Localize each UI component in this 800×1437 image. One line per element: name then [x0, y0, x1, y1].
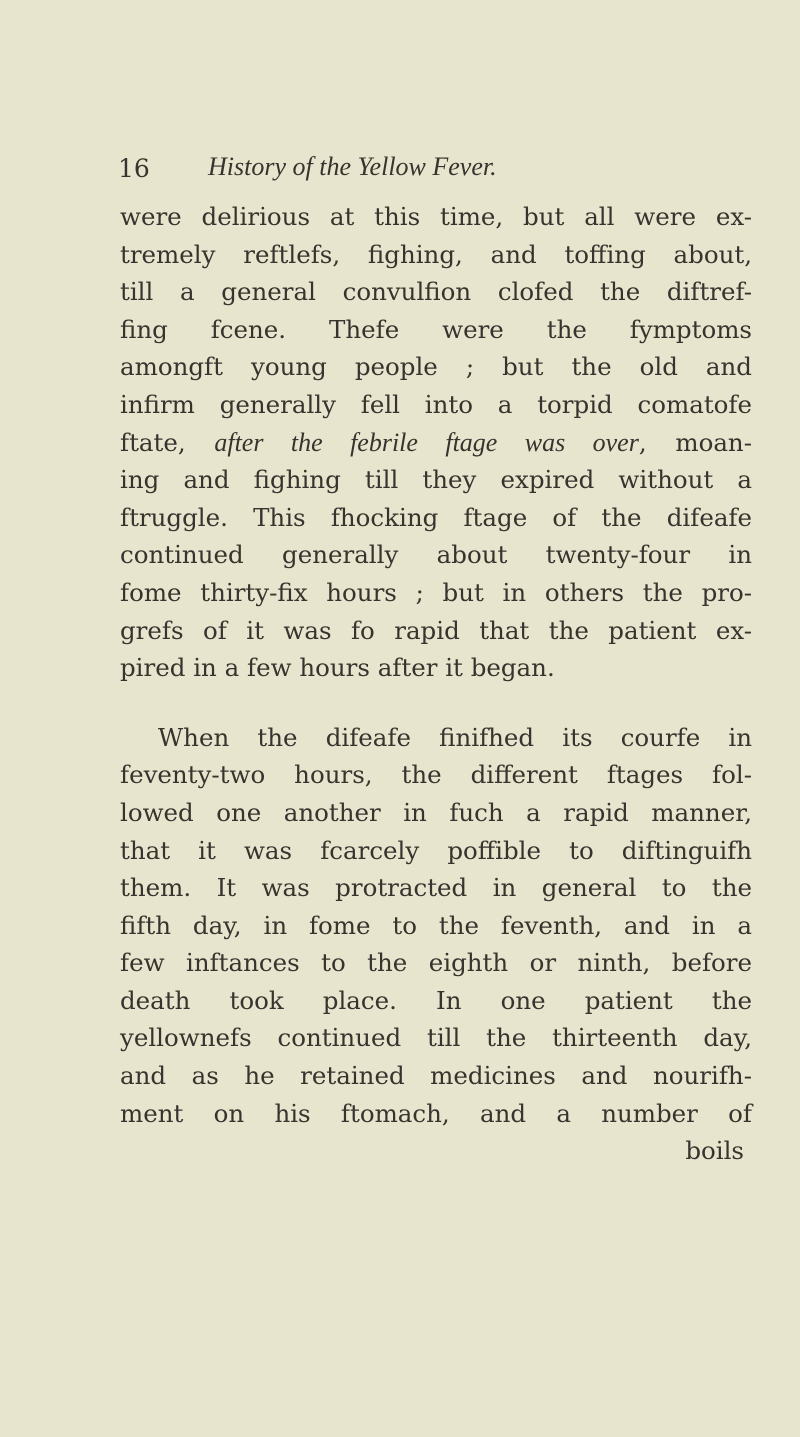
paragraph-2 [120, 719, 752, 1133]
page-body [120, 198, 752, 1170]
text-line: fifth day, in fome to the feventh, and in a [120, 910, 752, 940]
italic-phrase: after the febrile ftage was over [214, 427, 639, 457]
text-line: feventy-two hours, the different ftages fol- [120, 760, 752, 790]
text-line: ment on his ftomach, and a number of [120, 1098, 752, 1128]
page-number: 16 [118, 154, 150, 183]
text-line: amongft young people ; but the old and [120, 352, 752, 382]
text-line: grefs of it was fo rapid that the patient ex- [120, 615, 752, 645]
text-line: that it was fcarcely poffible to diftinguifh [120, 835, 752, 865]
text-line: yellownefs continued till the thirteenth day, [120, 1023, 752, 1053]
text-line: infirm generally fell into a torpid comatofe [120, 389, 752, 419]
text-line: ftate, after the febrile ftage was over, moan- [120, 427, 752, 457]
text-line: till a general convulfion clofed the diftref- [120, 277, 752, 307]
text-line: few inftances to the eighth or ninth, before [120, 948, 752, 978]
text-line: were delirious at this time, but all were ex- [120, 202, 752, 231]
text-line: death took place. In one patient the [120, 985, 752, 1015]
text-line: tremely reftlefs, fighing, and toffing about, [120, 239, 752, 269]
text-line: and as he retained medicines and nourifh- [120, 1061, 752, 1091]
text-line: ftruggle. This fhocking ftage of the difeafe [120, 502, 752, 532]
text-line: them. It was protracted in general to the [120, 873, 752, 903]
text-line: lowed one another in fuch a rapid manner, [120, 797, 752, 827]
page-header [118, 150, 758, 190]
text-line: When the difeafe finifhed its courfe in [158, 722, 752, 752]
running-title: History of the Yellow Fever. [208, 152, 497, 181]
text-line: pired in a few hours after it began. [120, 653, 555, 683]
text-line: continued generally about twenty-four in [120, 540, 752, 570]
catchword: boils [685, 1136, 744, 1166]
text-line: fing fcene. Thefe were the fymptoms [120, 314, 752, 344]
text-line: fome thirty-fix hours ; but in others the pro- [120, 577, 752, 607]
text-line: ing and fighing till they expired without a [120, 465, 752, 495]
paragraph-1 [120, 198, 752, 687]
